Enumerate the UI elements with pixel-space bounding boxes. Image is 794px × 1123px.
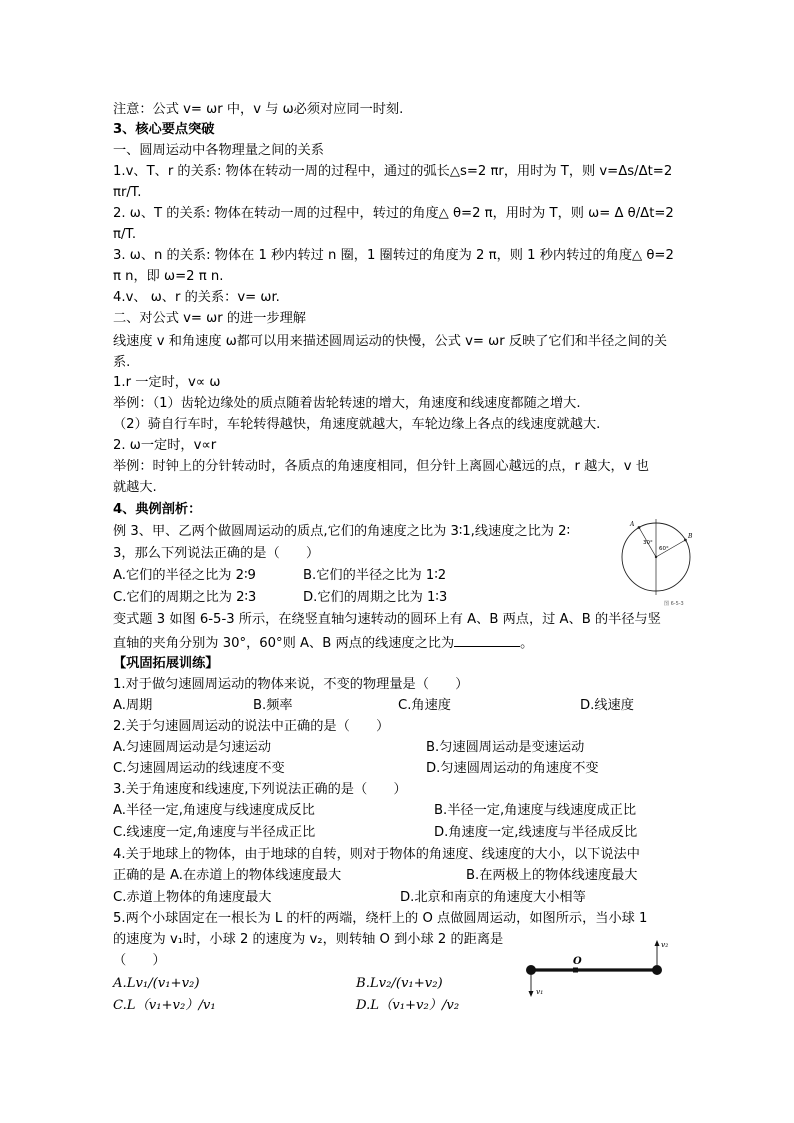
q2-option-c: C.匀速圆周运动的线速度不变	[113, 761, 285, 776]
option-a: A.它们的半径之比为 2∶9	[113, 568, 256, 583]
label-v1: v₁	[536, 987, 544, 996]
q3-stem: 3.关于角速度和线速度,下列说法正确的是（ ）	[113, 782, 407, 797]
section-heading-practice: 【巩固拓展训练】	[113, 656, 219, 671]
ball-1	[526, 965, 536, 975]
q5-option-d: D.L（v₁+v₂）/v₂	[356, 998, 460, 1013]
subheading-relations: 一、圆周运动中各物理量之间的关系	[113, 143, 324, 158]
angle-label-a: 30°	[643, 540, 653, 546]
example-3-stem-cont: 3，那么下列说法正确的是（ ）	[113, 546, 320, 561]
q4-option-b: B.在两极上的物体线速度最大	[466, 868, 638, 883]
option-d: D.它们的周期之比为 1∶3	[303, 590, 448, 605]
variant-question: 变式题 3 如图 6-5-3 所示，在绕竖直轴匀速转动的圆环上有 A、B 两点，过 A、B 的半径与竖	[113, 612, 661, 627]
q4-option-c: C.赤道上物体的角速度最大	[113, 890, 272, 905]
case-omega-constant: 2. ω一定时，v∝r	[113, 438, 217, 453]
formula-explanation: 线速度 v 和角速度 ω都可以用来描述圆周运动的快慢，公式 v= ωr 反映了它们和半径之间的关系.	[113, 334, 668, 370]
note-line: 注意：公式 v= ωr 中，v 与 ω必须对应同一时刻.	[113, 102, 404, 117]
point-a	[638, 526, 641, 529]
example-bicycle: （2）骑自行车时，车轮转得越快，角速度就越大，车轮边缘上各点的线速度就越大.	[113, 417, 601, 432]
variant-question-text: 直轴的夹角分别为 30°，60°则 A、B 两点的线速度之比为	[113, 636, 455, 651]
q4-option-d: D.北京和南京的角速度大小相等	[400, 890, 586, 905]
rotating-ring-figure	[618, 517, 698, 607]
example-3-stem: 例 3、甲、乙两个做圆周运动的质点,它们的角速度之比为 3∶1,线速度之比为 2∶	[113, 524, 571, 539]
angle-label-b: 60°	[659, 546, 669, 552]
example-clock-cont: 就越大.	[113, 480, 157, 495]
q3-option-a: A.半径一定,角速度与线速度成反比	[113, 803, 315, 818]
section-heading-examples: 4、典例剖析：	[113, 502, 202, 517]
arrow-v1-head	[529, 991, 534, 997]
pivot-o	[573, 968, 578, 973]
relation-3-line: 3. ω、n 的关系: 物体在 1 秒内转过 n 圈，1 圈转过的角度为 2 π，则 1 秒内转过的角度△ θ=2	[113, 248, 674, 263]
q1-option-d: D.线速度	[580, 698, 634, 713]
q3-option-b: B.半径一定,角速度与线速度成正比	[434, 803, 637, 818]
label-a: A	[630, 521, 635, 528]
label-v2: v₂	[661, 940, 669, 949]
q3-option-c: C.线速度一定,角速度与半径成正比	[113, 825, 316, 840]
q5-option-c: C.L（v₁+v₂）/v₁	[113, 998, 216, 1013]
q1-stem: 1.对于做匀速圆周运动的物体来说，不变的物理量是（ ）	[113, 677, 469, 692]
center-point	[655, 556, 657, 558]
relation-1-cont: πr/T.	[113, 185, 142, 200]
q1-option-a: A.周期	[113, 698, 153, 713]
q1-option-c: C.角速度	[398, 698, 451, 713]
q5-paren: （ ）	[113, 953, 166, 968]
q1-option-b: B.频率	[253, 698, 293, 713]
variant-question-end: 。	[520, 636, 534, 651]
relation-2-cont: π/T.	[113, 227, 137, 242]
q2-stem: 2.关于匀速圆周运动的说法中正确的是（ ）	[113, 719, 390, 734]
figure-caption: 图 6-5-3	[664, 601, 684, 607]
relation-1-line: 1.v、T、r 的关系: 物体在转动一周的过程中，通过的弧长△s=2 πr，用时为 T，则 v=Δs/Δt=2	[113, 164, 673, 179]
section-heading-core: 3、核心要点突破	[113, 122, 215, 137]
relation-4-line: 4.v、 ω、r 的关系：v= ωr.	[113, 290, 280, 305]
arrow-v2-head	[655, 940, 660, 946]
example-clock: 举例：时钟上的分针转动时，各质点的角速度相同，但分针上离圆心越远的点，r 越大，v 也	[113, 459, 649, 474]
option-c: C.它们的周期之比为 2∶3	[113, 590, 257, 605]
example-gear: 举例：（1）齿轮边缘处的质点随着齿轮转速的增大，角速度和线速度都随之增大.	[113, 396, 581, 411]
label-o: O	[573, 956, 582, 967]
q4-option-a: 正确的是 A.在赤道上的物体线速度最大	[113, 868, 342, 883]
label-b: B	[688, 533, 693, 540]
variant-question-cont	[113, 632, 533, 654]
relation-2-line: 2. ω、T 的关系: 物体在转动一周的过程中，转过的角度△ θ=2 π，用时为 T，则 ω= Δ θ/Δt=2	[113, 206, 674, 221]
option-b: B.它们的半径之比为 1∶2	[303, 568, 447, 583]
q2-option-b: B.匀速圆周运动是变速运动	[426, 740, 585, 755]
answer-blank	[454, 632, 520, 647]
q5-stem-cont: 的速度为 v₁时，小球 2 的速度为 v₂，则转轴 O 到小球 2 的距离是	[113, 932, 504, 947]
q2-option-d: D.匀速圆周运动的角速度不变	[426, 761, 599, 776]
point-b	[684, 539, 687, 542]
rod-rotation-figure	[520, 933, 682, 1003]
q2-option-a: A.匀速圆周运动是匀速运动	[113, 740, 272, 755]
case-r-constant: 1.r 一定时，v∝ ω	[113, 375, 221, 390]
relation-3-cont: π n，即 ω=2 π n.	[113, 269, 224, 284]
ball-2	[652, 965, 662, 975]
q4-stem: 4.关于地球上的物体，由于地球的自转，则对于物体的角速度、线速度的大小，以下说法中	[113, 847, 640, 862]
q5-option-a: A.Lv₁/(v₁+v₂)	[113, 976, 200, 991]
q3-option-d: D.角速度一定,线速度与半径成反比	[434, 825, 638, 840]
subheading-formula: 二、对公式 v= ωr 的进一步理解	[113, 311, 306, 326]
q5-stem: 5.两个小球固定在一根长为 L 的杆的两端，绕杆上的 O 点做圆周运动，如图所示，当小球 1	[113, 911, 648, 926]
q5-option-b: B.Lv₂/(v₁+v₂)	[356, 976, 443, 991]
